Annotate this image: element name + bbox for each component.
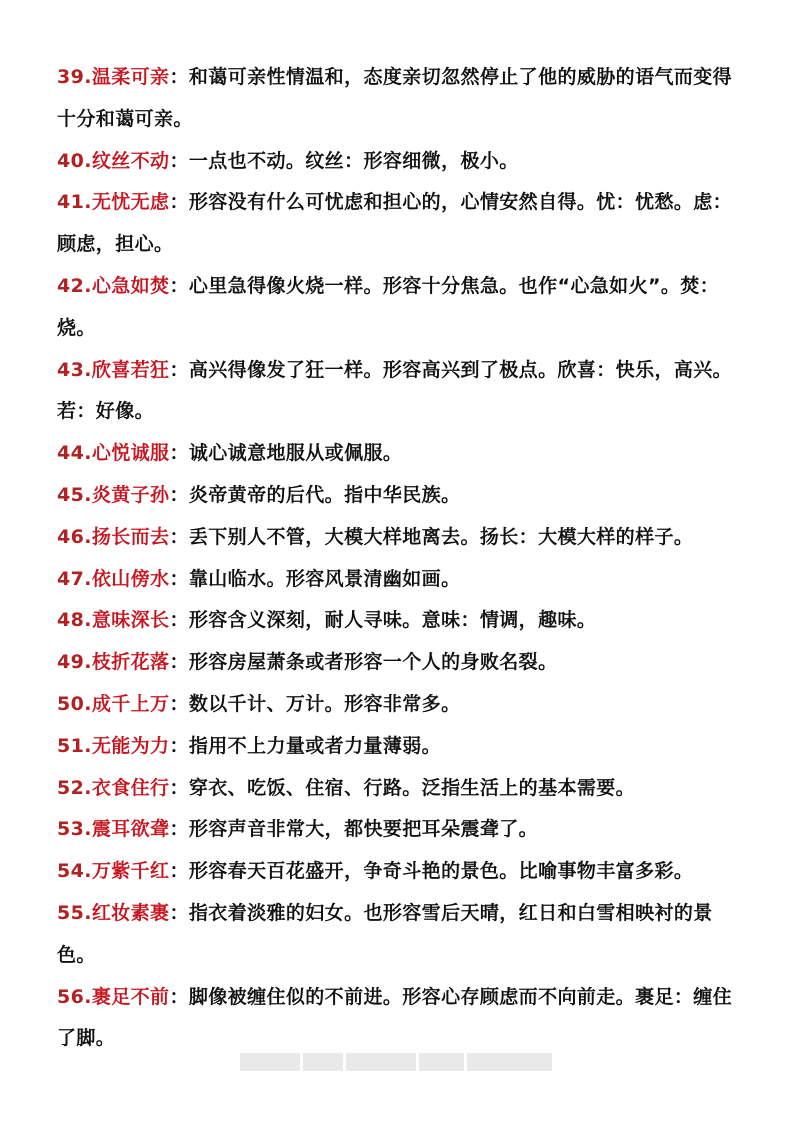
entry-term: 成千上万: [91, 692, 170, 715]
entry-definition: 脚像被缠住似的不前进。形容心存顾虑而不向前走。裹足：缠住了脚。: [57, 985, 733, 1050]
entry-number: 40.: [57, 149, 92, 172]
entry-number: 42.: [57, 274, 92, 297]
entry-colon: ：: [169, 274, 189, 297]
entry-term: 欣喜若狂: [91, 358, 170, 381]
entry-45: [57, 475, 739, 517]
entry-colon: ：: [169, 860, 189, 883]
entry-number: 45.: [57, 483, 92, 506]
entry-term: 心悦诚服: [91, 442, 170, 465]
entry-49: [57, 642, 739, 684]
entry-definition: 高兴得像发了狂一样。形容高兴到了极点。欣喜：快乐，高兴。若：好像。: [57, 358, 733, 423]
document-page: [57, 57, 739, 1050]
entry-41: [57, 182, 739, 266]
entry-number: 56.: [57, 985, 92, 1008]
entry-number: 49.: [57, 651, 92, 674]
entry-definition: 形容含义深刻，耐人寻味。意味：情调，趣味。: [188, 609, 597, 632]
watermark-segment: [346, 1053, 416, 1071]
entry-definition: 一点也不动。纹丝：形容细微，极小。: [188, 149, 519, 172]
entry-number: 44.: [57, 442, 92, 465]
entry-definition: 靠山临水。形容风景清幽如画。: [188, 567, 461, 590]
entry-number: 43.: [57, 358, 92, 381]
entry-term: 依山傍水: [91, 567, 170, 590]
entry-52: [57, 768, 739, 810]
entry-colon: ：: [169, 692, 189, 715]
entry-48: [57, 600, 739, 642]
entry-definition: 穿衣、吃饭、住宿、行路。泛指生活上的基本需要。: [188, 776, 636, 799]
entry-colon: ：: [169, 525, 189, 548]
entry-colon: ：: [169, 609, 189, 632]
entry-39: [57, 57, 739, 141]
entry-term: 心急如焚: [91, 274, 170, 297]
entry-number: 48.: [57, 609, 92, 632]
entry-term: 震耳欲聋: [91, 818, 170, 841]
entry-definition: 指衣着淡雅的妇女。也形容雪后天晴，红日和白雪相映衬的景色。: [57, 901, 713, 966]
entry-number: 53.: [57, 818, 92, 841]
entry-definition: 心里急得像火烧一样。形容十分焦急。也作“心急如火”。焚：烧。: [57, 274, 720, 339]
entry-term: 万紫千红: [91, 860, 170, 883]
entry-colon: ：: [169, 149, 189, 172]
entry-colon: ：: [169, 651, 189, 674]
entry-46: [57, 517, 739, 559]
entry-term: 红妆素裹: [91, 901, 170, 924]
entry-43: [57, 350, 739, 434]
entry-51: [57, 726, 739, 768]
entry-term: 炎黄子孙: [91, 483, 170, 506]
watermark-blur: [240, 1053, 555, 1071]
entry-definition: 和蔼可亲性情温和，态度亲切忽然停止了他的威胁的语气而变得十分和蔼可亲。: [57, 66, 733, 130]
entry-definition: 数以千计、万计。形容非常多。: [188, 692, 461, 715]
entry-47: [57, 559, 739, 601]
entry-term: 扬长而去: [91, 525, 170, 548]
entry-colon: ：: [169, 66, 189, 88]
entry-number: 41.: [57, 191, 92, 214]
entry-definition: 诚心诚意地服从或佩服。: [188, 442, 403, 465]
entry-colon: ：: [169, 442, 189, 465]
entry-50: [57, 684, 739, 726]
entry-number: 47.: [57, 567, 92, 590]
entry-number: 50.: [57, 692, 92, 715]
entry-colon: ：: [169, 483, 189, 506]
entry-number: 55.: [57, 901, 92, 924]
entry-definition: 形容声音非常大，都快要把耳朵震聋了。: [188, 818, 539, 841]
entry-term: 纹丝不动: [91, 149, 170, 172]
entry-term: 意味深长: [91, 609, 170, 632]
entry-definition: 指用不上力量或者力量薄弱。: [188, 734, 442, 757]
watermark-segment: [240, 1053, 300, 1071]
entry-term: 枝折花落: [91, 651, 170, 674]
entry-56: [57, 977, 739, 1061]
entry-colon: ：: [169, 776, 189, 799]
entry-colon: ：: [169, 191, 189, 214]
entry-definition: 形容没有什么可忧虑和担心的，心情安然自得。忧：忧愁。虑：顾虑，担心。: [57, 191, 733, 256]
entry-term: 衣食住行: [91, 776, 170, 799]
entry-definition: 形容房屋萧条或者形容一个人的身败名裂。: [188, 651, 558, 674]
entry-40: [57, 141, 739, 183]
entry-colon: ：: [169, 567, 189, 590]
entry-number: 51.: [57, 734, 92, 757]
entry-definition: 丢下别人不管，大模大样地离去。扬长：大模大样的样子。: [188, 525, 694, 548]
watermark-segment: [303, 1053, 343, 1071]
watermark-segment: [467, 1053, 552, 1071]
entry-colon: ：: [169, 985, 189, 1008]
entry-42: [57, 266, 739, 350]
entry-term: 无忧无虑: [91, 191, 170, 214]
entry-number: 54.: [57, 860, 92, 883]
entry-number: 39.: [57, 66, 92, 88]
entry-55: [57, 893, 739, 977]
entry-definition: 形容春天百花盛开，争奇斗艳的景色。比喻事物丰富多彩。: [188, 860, 694, 883]
entry-colon: ：: [169, 358, 189, 381]
entry-colon: ：: [169, 818, 189, 841]
entry-term: 温柔可亲: [91, 66, 170, 88]
entry-definition: 炎帝黄帝的后代。指中华民族。: [188, 483, 461, 506]
entry-number: 52.: [57, 776, 92, 799]
entry-54: [57, 851, 739, 893]
entry-term: 裹足不前: [91, 985, 170, 1008]
entry-number: 46.: [57, 525, 92, 548]
watermark-segment: [419, 1053, 464, 1071]
entry-44: [57, 433, 739, 475]
entry-53: [57, 809, 739, 851]
entry-colon: ：: [169, 734, 189, 757]
entry-term: 无能为力: [91, 734, 170, 757]
entry-colon: ：: [169, 901, 189, 924]
